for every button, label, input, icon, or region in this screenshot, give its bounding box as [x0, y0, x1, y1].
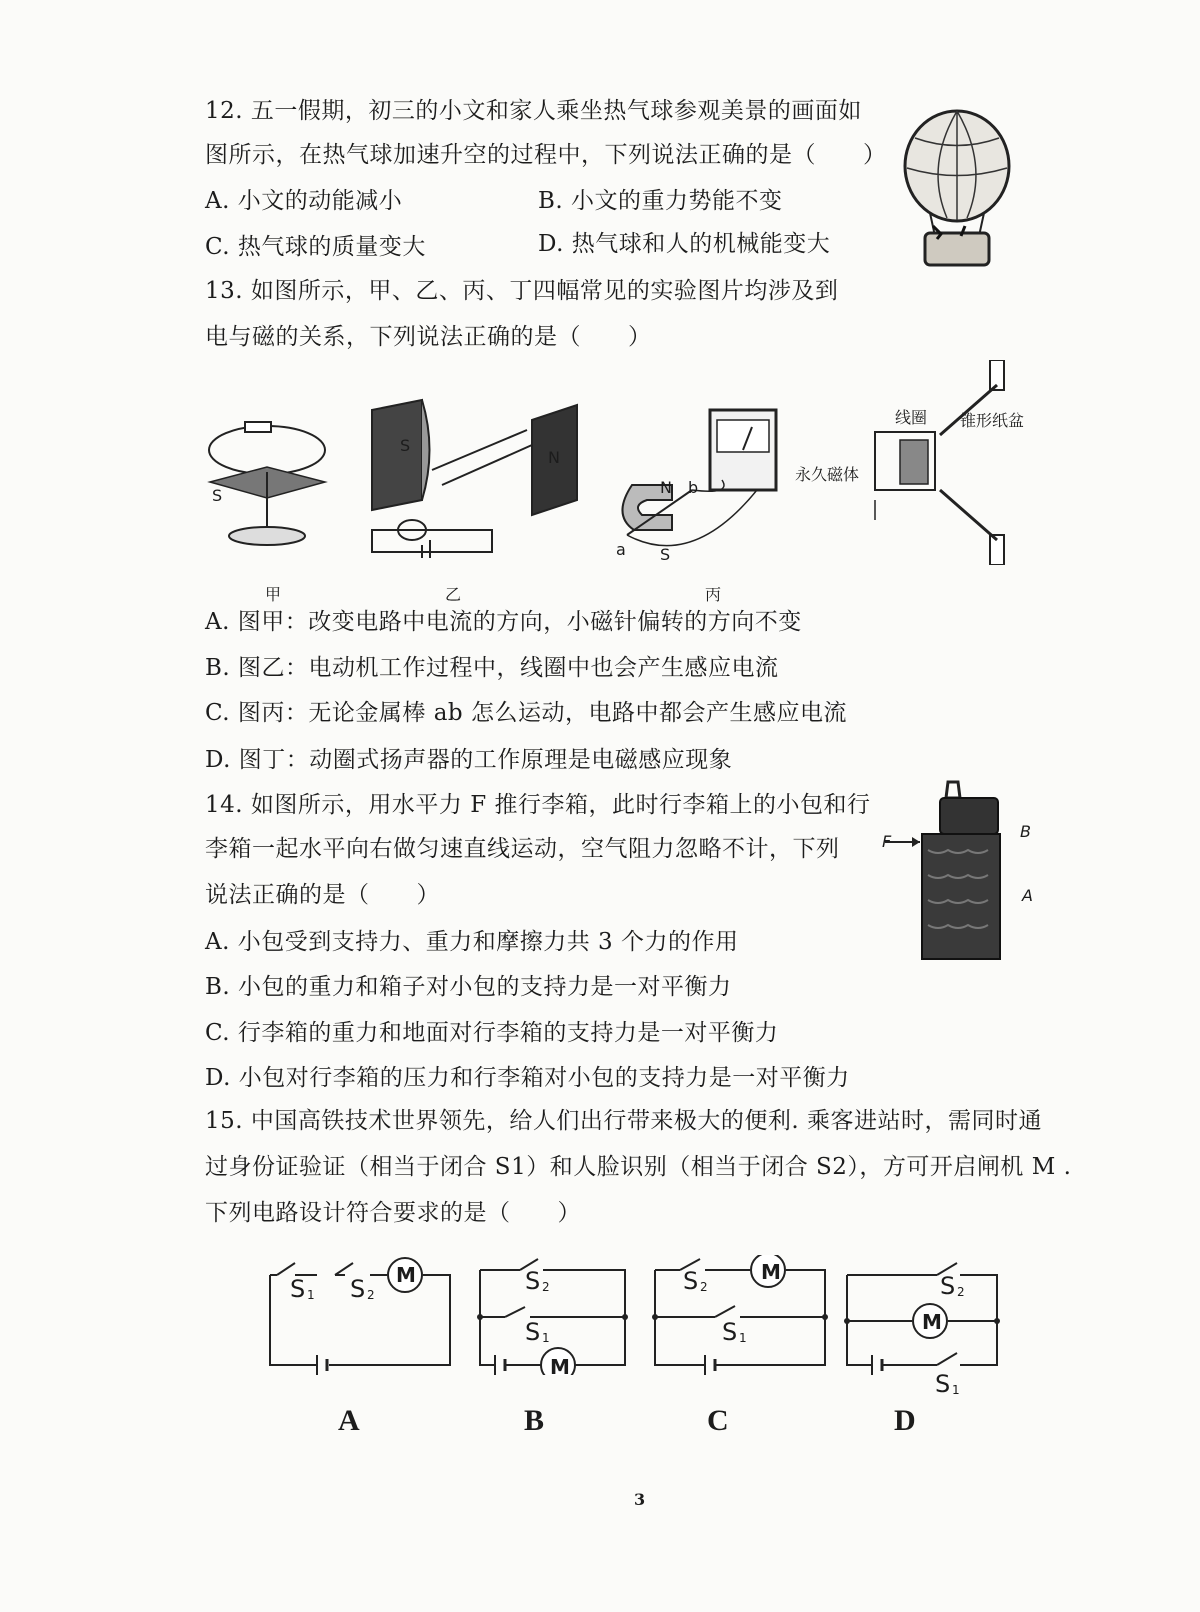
case-a-label: A	[1022, 886, 1033, 905]
circuit-b-s2-sub: 2	[542, 1280, 550, 1294]
circuit-c-s1: S	[722, 1318, 738, 1346]
page-number: 3	[634, 1490, 646, 1509]
circuit-b-s1-sub: 1	[542, 1331, 550, 1345]
figure-yi-s-label: S	[400, 436, 411, 455]
q12-option-c: C. 热气球的质量变大	[205, 234, 426, 260]
q13-option-d: D. 图丁：动圈式扬声器的工作原理是电磁感应现象	[205, 747, 733, 773]
q14-option-d: D. 小包对行李箱的压力和行李箱对小包的支持力是一对平衡力	[205, 1065, 850, 1091]
figure-yi-n-label: N	[548, 448, 560, 467]
circuit-c-s2-sub: 2	[700, 1280, 708, 1294]
force-f-label: F	[882, 832, 892, 851]
q12-line1: 12. 五一假期，初三的小文和家人乘坐热气球参观美景的画面如	[205, 98, 862, 124]
q14-line2: 李箱一起水平向右做匀速直线运动，空气阻力忽略不计，下列	[205, 836, 840, 862]
q12-line2: 图所示，在热气球加速升空的过程中，下列说法正确的是（ ）	[205, 142, 887, 168]
q13-option-b: B. 图乙：电动机工作过程中，线圈中也会产生感应电流	[205, 655, 779, 681]
circuit-label-a: A	[338, 1404, 360, 1437]
circuit-label-c: C	[707, 1404, 729, 1437]
circuit-d-s2-sub: 2	[957, 1285, 965, 1299]
figure-bing-induction	[612, 405, 787, 570]
circuit-d-s1-sub: 1	[952, 1383, 960, 1397]
circuit-d-motor: M	[922, 1310, 942, 1334]
figure-ding-speaker	[870, 360, 1005, 565]
circuit-d-s1: S	[935, 1370, 951, 1398]
q12-option-a: A. 小文的动能减小	[205, 188, 403, 214]
q14-option-b: B. 小包的重力和箱子对小包的支持力是一对平衡力	[205, 974, 732, 1000]
magnet-label: 永久磁体	[795, 465, 860, 484]
figure-label-yi: 乙	[445, 585, 462, 604]
circuit-c-s1-sub: 1	[739, 1331, 747, 1345]
q14-option-a: A. 小包受到支持力、重力和摩擦力共 3 个力的作用	[205, 929, 739, 955]
luggage-figure	[880, 780, 1020, 965]
q14-option-c: C. 行李箱的重力和地面对行李箱的支持力是一对平衡力	[205, 1020, 779, 1046]
figure-yi-motor	[362, 390, 592, 560]
bag-b-label: B	[1020, 822, 1031, 841]
circuit-a-diagram	[265, 1255, 460, 1375]
figure-label-jia: 甲	[265, 585, 282, 604]
circuit-a-s2-sub: 2	[367, 1288, 375, 1302]
circuit-a-motor: M	[396, 1263, 416, 1287]
q13-line2: 电与磁的关系，下列说法正确的是（ ）	[205, 324, 652, 350]
q13-line1: 13. 如图所示，甲、乙、丙、丁四幅常见的实验图片均涉及到	[205, 278, 839, 304]
circuit-a-s2: S	[350, 1275, 366, 1303]
circuit-c-s2: S	[683, 1267, 699, 1295]
circuit-b-s2: S	[525, 1267, 541, 1295]
cone-label: 锥形纸盆	[960, 411, 1025, 430]
circuit-a-s1-sub: 1	[307, 1288, 315, 1302]
circuit-c-diagram	[650, 1255, 835, 1375]
circuit-b-s1: S	[525, 1318, 541, 1346]
q12-option-d: D. 热气球和人的机械能变大	[538, 231, 831, 257]
q15-line2: 过身份证验证（相当于闭合 S1）和人脸识别（相当于闭合 S2），方可开启闸机 M .	[205, 1154, 1072, 1180]
circuit-label-b: B	[524, 1404, 545, 1437]
figure-bing-s-label: S	[660, 545, 671, 564]
circuit-b-motor: M	[550, 1355, 570, 1379]
q15-line1: 15. 中国高铁技术世界领先，给人们出行带来极大的便利. 乘客进站时，需同时通	[205, 1108, 1043, 1134]
circuit-c-motor: M	[761, 1260, 781, 1284]
q14-line1: 14. 如图所示，用水平力 F 推行李箱，此时行李箱上的小包和行	[205, 792, 871, 818]
figure-jia-s-label: S	[212, 486, 223, 505]
figure-bing-a-label: a	[616, 540, 626, 559]
figure-bing-b-label: b	[688, 478, 699, 497]
circuit-d-s2: S	[940, 1272, 956, 1300]
q13-option-a: A. 图甲：改变电路中电流的方向，小磁针偏转的方向不变	[205, 609, 802, 635]
figure-jia-oersted	[205, 412, 340, 562]
q15-line3: 下列电路设计符合要求的是（ ）	[205, 1200, 581, 1226]
circuit-label-d: D	[894, 1404, 916, 1437]
q12-option-b: B. 小文的重力势能不变	[538, 188, 783, 214]
figure-label-bing: 丙	[705, 585, 722, 604]
hot-air-balloon-figure	[895, 108, 1025, 273]
circuit-a-s1: S	[290, 1275, 306, 1303]
coil-label: 线圈	[895, 408, 928, 427]
q14-line3: 说法正确的是（ ）	[205, 882, 440, 908]
figure-bing-n-label: N	[660, 478, 672, 497]
q13-option-c: C. 图丙：无论金属棒 ab 怎么运动，电路中都会产生感应电流	[205, 700, 847, 726]
